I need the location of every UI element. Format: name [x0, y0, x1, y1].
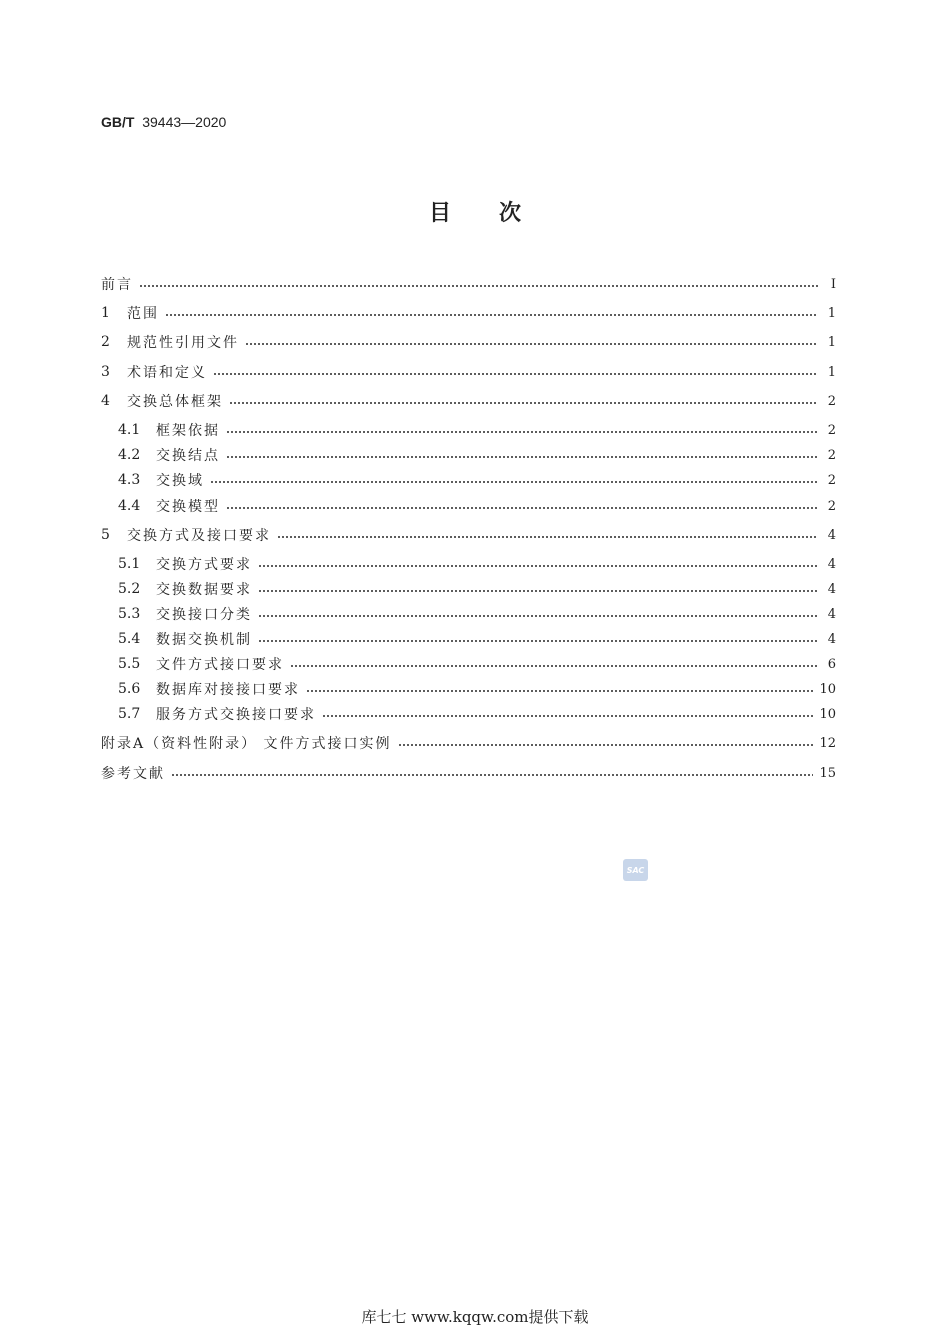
toc-entry-number: 5.5	[118, 656, 141, 672]
toc-entry-label: 文件方式接口要求	[156, 657, 284, 673]
toc-entry-number: 4.4	[118, 498, 141, 514]
toc-entry[interactable]	[101, 303, 836, 323]
toc-entry-label: 范围	[127, 306, 159, 322]
toc-entry[interactable]	[118, 579, 836, 599]
standard-prefix: GB/T	[101, 114, 135, 130]
toc-entry-page: 2	[827, 472, 836, 488]
dot-leader	[245, 342, 818, 346]
dot-leader	[213, 372, 818, 376]
toc-entry-label: 交换方式要求	[156, 557, 252, 573]
toc-entry-page: I	[830, 276, 836, 292]
toc-entry-number: 1	[101, 305, 110, 321]
toc-entry-label: 交换方式及接口要求	[127, 528, 271, 544]
dot-leader	[277, 535, 818, 539]
toc-entry[interactable]	[118, 420, 836, 440]
dot-leader	[171, 773, 813, 777]
dot-leader	[258, 639, 818, 643]
toc-entry[interactable]	[118, 470, 836, 490]
toc-entry-page: 6	[827, 656, 836, 672]
toc-entry[interactable]	[118, 679, 836, 699]
toc-entry-label: 附录A（资料性附录） 文件方式接口实例	[101, 736, 392, 752]
toc-entry-page: 1	[827, 305, 836, 321]
toc-entry-number: 5.2	[118, 581, 141, 597]
toc-entry[interactable]	[118, 496, 836, 516]
page-title: 目次	[428, 201, 569, 226]
toc-entry-label: 交换模型	[156, 499, 220, 515]
toc-entry[interactable]	[118, 554, 836, 574]
toc-entry-page: 4	[827, 631, 836, 647]
toc-entry-number: 5.6	[118, 681, 141, 697]
toc-entry-number: 5.3	[118, 606, 141, 622]
toc-entry-page: 2	[827, 498, 836, 514]
toc-entry-label: 数据库对接接口要求	[156, 682, 300, 698]
dot-leader	[290, 664, 818, 668]
toc-entry[interactable]	[118, 629, 836, 649]
toc-entry-number: 4	[101, 393, 110, 409]
toc-entry-page: 10	[819, 706, 836, 722]
toc-entry-number: 3	[101, 364, 110, 380]
dot-leader	[306, 689, 813, 693]
toc-entry-number: 5.1	[118, 556, 141, 572]
toc-entry-page: 4	[827, 527, 836, 543]
toc-entry-label: 术语和定义	[127, 365, 207, 381]
toc-entry-number: 5.7	[118, 706, 141, 722]
toc-entry[interactable]	[118, 704, 836, 724]
dot-leader	[165, 313, 818, 317]
toc-entry-number: 5.4	[118, 631, 141, 647]
toc-entry[interactable]	[101, 525, 836, 545]
toc-entry-number: 2	[101, 334, 110, 350]
toc-entry-label: 参考文献	[101, 766, 165, 782]
toc-entry-page: 1	[827, 334, 836, 350]
toc-entry-page: 4	[827, 556, 836, 572]
document-code	[101, 114, 226, 130]
toc-entry-label: 交换域	[156, 473, 204, 489]
toc-entry-page: 12	[819, 735, 836, 751]
toc-entry[interactable]	[101, 391, 836, 411]
footer-text: 库七七 www.kqqw.com提供下载	[361, 1308, 589, 1326]
dot-leader	[258, 564, 818, 568]
sac-watermark-logo: SAC	[623, 859, 648, 881]
toc-entry-page: 15	[819, 765, 836, 781]
toc-entry-number: 4.1	[118, 422, 141, 438]
toc-entry-number: 4.3	[118, 472, 141, 488]
toc-entry-label: 交换总体框架	[127, 394, 223, 410]
toc-entry-page: 4	[827, 581, 836, 597]
toc-entry-label: 数据交换机制	[156, 632, 252, 648]
toc-entry[interactable]	[101, 733, 836, 753]
dot-leader	[258, 614, 818, 618]
toc-entry-page: 2	[827, 393, 836, 409]
toc-entry[interactable]	[101, 274, 836, 294]
toc-entry-label: 交换接口分类	[156, 607, 252, 623]
toc-entry[interactable]	[118, 445, 836, 465]
toc-entry[interactable]	[118, 654, 836, 674]
toc-entry[interactable]	[118, 604, 836, 624]
toc-entry-page: 4	[827, 606, 836, 622]
dot-leader	[139, 284, 818, 288]
toc-entry[interactable]	[101, 362, 836, 382]
dot-leader	[229, 401, 818, 405]
toc-entry-label: 前言	[101, 277, 133, 293]
toc-entry-label: 规范性引用文件	[127, 335, 239, 351]
toc-entry-number: 4.2	[118, 447, 141, 463]
toc-entry-number: 5	[101, 527, 110, 543]
toc-entry-label: 交换数据要求	[156, 582, 252, 598]
toc-entry-label: 框架依据	[156, 423, 220, 439]
dot-leader	[226, 506, 818, 510]
toc-entry-label: 交换结点	[156, 448, 220, 464]
toc-entry-page: 2	[827, 447, 836, 463]
toc-entry-page: 2	[827, 422, 836, 438]
dot-leader	[226, 430, 818, 434]
dot-leader	[398, 743, 814, 747]
dot-leader	[258, 589, 818, 593]
dot-leader	[226, 455, 818, 459]
standard-number: 39443—2020	[142, 114, 227, 130]
toc-entry[interactable]	[101, 763, 836, 783]
toc-entry-page: 10	[819, 681, 836, 697]
dot-leader	[322, 714, 813, 718]
toc-entry-label: 服务方式交换接口要求	[156, 707, 316, 723]
toc-entry-page: 1	[827, 364, 836, 380]
dot-leader	[210, 480, 818, 484]
toc-entry[interactable]	[101, 332, 836, 352]
